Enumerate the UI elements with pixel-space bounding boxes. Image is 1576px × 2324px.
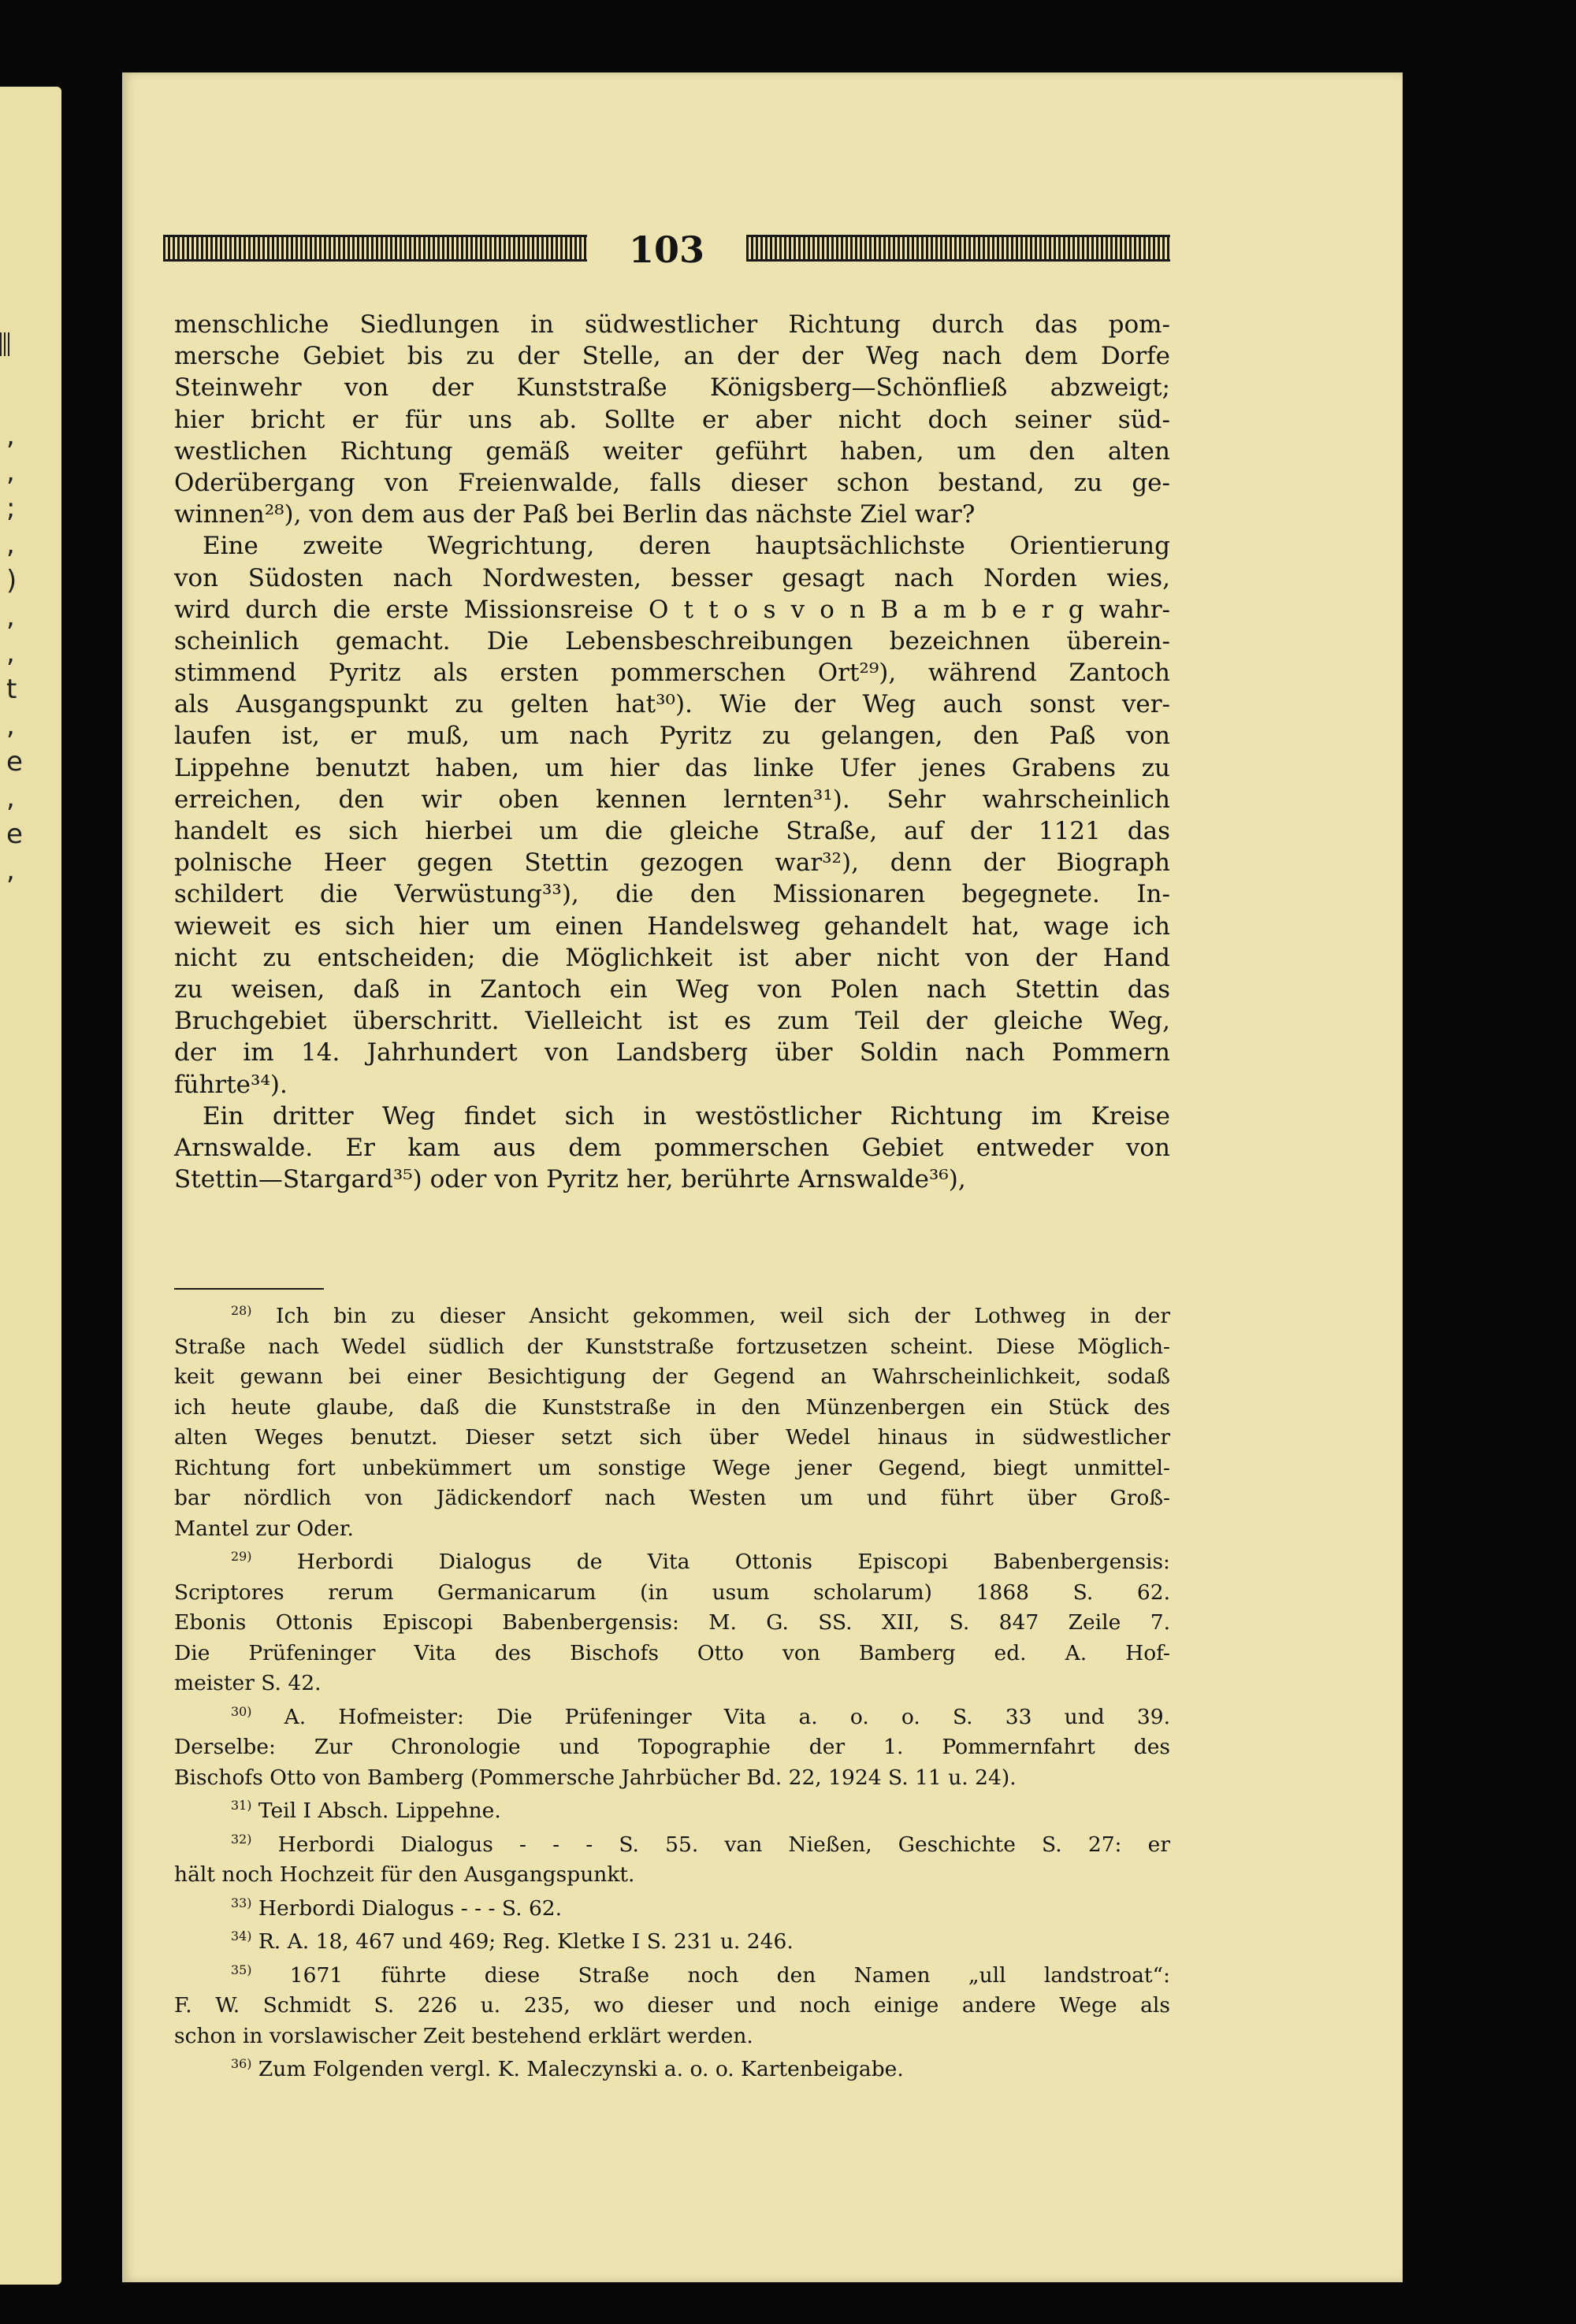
text-line: Ein dritter Weg findet sich in westöstlicher Richtung im Kreise [203, 1101, 1170, 1130]
footnote-line: alten Weges benutzt. Dieser setzt sich über Wedel hinaus in südwestlicher [174, 1425, 1170, 1450]
footnote-text: Herbordi Dialogus de Vita Ottonis Episcopi Babenbergensis: [251, 1550, 1170, 1574]
previous-page-mark: , [6, 637, 15, 669]
footnote-text: A. Hofmeister: Die Prüfeninger Vita a. o. o. S. 33 und 39. [251, 1704, 1170, 1729]
footnote-text: Zum Folgenden vergl. K. Maleczynski a. o. o. Kartenbeigabe. [251, 2057, 904, 2081]
footnote-line: F. W. Schmidt S. 226 u. 235, wo dieser und noch einige andere Wege als [174, 1993, 1170, 2018]
previous-page-mark: t [6, 674, 17, 705]
header-rule-left [163, 235, 587, 262]
previous-page-mark: , [6, 710, 15, 741]
footnote-line [174, 1702, 1170, 1733]
footnote-line [174, 1830, 1170, 1861]
footnote-line [174, 1547, 1170, 1578]
footnote-line [174, 1301, 1170, 1332]
main-text [174, 309, 1170, 1195]
previous-page-mark: , [6, 601, 15, 633]
text-line: laufen ist, er muß, um nach Pyritz zu gelangen, den Paß von [174, 722, 1170, 751]
footnote-line: keit gewann bei einer Besichtigung der Gegend an Wahrscheinlichkeit, sodaß [174, 1364, 1170, 1389]
previous-page-mark: , [6, 855, 15, 886]
text-line: von Südosten nach Nordwesten, besser gesagt nach Norden wies, [174, 563, 1170, 592]
paragraph [174, 1101, 1170, 1196]
text-line: schildert die Verwüstung³³), die den Missionaren begegnete. In- [174, 880, 1170, 909]
text-line: polnische Heer gegen Stettin gezogen war³²), denn der Biograph [174, 848, 1170, 878]
text-line: nicht zu entscheiden; die Möglichkeit ist aber nicht von der Hand [174, 943, 1170, 972]
text-line: handelt es sich hierbei um die gleiche Straße, auf der 1121 das [174, 817, 1170, 845]
text-line: zu weisen, daß in Zantoch ein Weg von Polen nach Stettin das [174, 975, 1170, 1004]
footnote-line [174, 1961, 1170, 1992]
header-rule-right [746, 235, 1170, 262]
text-line: stimmend Pyritz als ersten pommerschen Ort²⁹), während Zantoch [174, 659, 1170, 688]
footnote-number: 35) [231, 1962, 252, 1977]
previous-page-mark: ; [6, 492, 16, 524]
paragraph [174, 530, 1170, 1100]
text-line: wird durch die erste Missionsreise O t t o s v o n B a m b e r g wahr- [174, 595, 1170, 624]
text-line: der im 14. Jahrhundert von Landsberg über Soldin nach Pommern [174, 1038, 1170, 1067]
text-line: scheinlich gemacht. Die Lebensbeschreibungen bezeichnen überein- [174, 626, 1170, 655]
text-line: mersche Gebiet bis zu der Stelle, an der der Weg nach dem Dorfe [174, 342, 1170, 371]
text-line: menschliche Siedlungen in südwestlicher Richtung durch das pom- [174, 310, 1170, 339]
previous-page-mark: , [6, 420, 15, 451]
previous-page-mark: , [6, 782, 15, 814]
text-line: Arnswalde. Er kam aus dem pommerschen Gebiet entweder von [174, 1133, 1170, 1162]
text-line: erreichen, den wir oben kennen lernten³¹). Sehr wahrscheinlich [174, 785, 1170, 814]
text-line: wieweit es sich hier um einen Handelsweg gehandelt hat, wage ich [174, 911, 1170, 941]
text-line: winnen²⁸), von dem aus der Paß bei Berlin das nächste Ziel war? [174, 500, 976, 529]
paragraph [174, 309, 1170, 530]
page-number: 103 [628, 228, 705, 271]
footnote [174, 1961, 1170, 2052]
text-line: hier bricht er für uns ab. Sollte er aber nicht doch seiner süd- [174, 405, 1170, 434]
footnote-line: Richtung fort unbekümmert um sonstige Wege jener Gegend, biegt unmittel- [174, 1455, 1170, 1480]
footnote-text: Ich bin zu dieser Ansicht gekommen, weil sich der Lothweg in der [251, 1304, 1170, 1328]
previous-page-edge [0, 87, 61, 2285]
footnote-text: Teil I Absch. Lippehne. [251, 1799, 501, 1823]
footnotes [174, 1301, 1170, 2088]
footnote-number: 30) [231, 1703, 252, 1719]
footnote-number: 31) [231, 1798, 252, 1814]
footnote-line [174, 1894, 1170, 1925]
footnote-line: ich heute glaube, daß die Kunststraße in den Münzenbergen ein Stück des [174, 1394, 1170, 1420]
previous-page-mark: e [6, 819, 23, 850]
previous-page-mark: , [6, 529, 15, 560]
footnote-line: meister S. 42. [174, 1671, 322, 1695]
text-line: westlichen Richtung gemäß weiter geführt haben, um den alten [174, 436, 1170, 466]
footnote [174, 1830, 1170, 1891]
footnote-line [174, 2055, 1170, 2085]
previous-page-mark: ) [6, 565, 17, 596]
footnote-number: 28) [231, 1303, 252, 1319]
footnote-line: schon in vorslawischer Zeit bestehend erklärt werden. [174, 2023, 753, 2048]
footnote-text: R. A. 18, 467 und 469; Reg. Kletke I S. 231 u. 246. [251, 1929, 794, 1954]
text-line: führte³⁴). [174, 1070, 288, 1099]
footnote-number: 33) [231, 1895, 252, 1910]
book-page [122, 72, 1403, 2282]
text-line: Lippehne benutzt haben, um hier das linke Ufer jenes Grabens zu [174, 753, 1170, 782]
text-line: Stettin—Stargard³⁵) oder von Pyritz her, berührte Arnswalde³⁶), [174, 1165, 966, 1194]
footnote-line: Mantel zur Oder. [174, 1516, 354, 1541]
footnote-number: 36) [231, 2056, 252, 2072]
page-header [163, 228, 1170, 271]
text-line: Bruchgebiet überschritt. Vielleicht ist es zum Teil der gleiche Weg, [174, 1007, 1170, 1036]
footnote-line: Straße nach Wedel südlich der Kunststraße fortzusetzen scheint. Diese Möglich- [174, 1334, 1170, 1359]
footnote-line: Scriptores rerum Germanicarum (in usum scholarum) 1868 S. 62. [174, 1580, 1170, 1605]
footnote-number: 32) [231, 1831, 252, 1847]
footnote-line [174, 1796, 1170, 1827]
text-line: als Ausgangspunkt zu gelten hat³⁰). Wie der Weg auch sonst ver- [174, 690, 1170, 719]
footnote [174, 1894, 1170, 1925]
previous-page-mark: , [6, 456, 15, 488]
text-line: Eine zweite Wegrichtung, deren hauptsächlichste Orientierung [203, 532, 1170, 561]
footnote-line: Ebonis Ottonis Episcopi Babenbergensis: M. G. SS. XII, S. 847 Zeile 7. [174, 1610, 1170, 1635]
footnote-text: Herbordi Dialogus - - - S. 55. van Nießen, Geschichte S. 27: er [251, 1832, 1170, 1857]
footnote-line [174, 1927, 1170, 1958]
previous-page-header-rule [0, 332, 11, 356]
footnote [174, 1927, 1170, 1958]
previous-page-text-fragments [6, 418, 30, 1048]
footnote-text: 1671 führte diese Straße noch den Namen „ull landstroat“: [251, 1962, 1170, 1988]
footnote-text: Herbordi Dialogus - - - S. 62. [251, 1895, 563, 1921]
footnote-line: Bischofs Otto von Bamberg (Pommersche Jahrbücher Bd. 22, 1924 S. 11 u. 24). [174, 1765, 1017, 1790]
footnote [174, 1702, 1170, 1794]
footnote-line: hält noch Hochzeit für den Ausgangspunkt. [174, 1862, 635, 1887]
footnote-number: 34) [231, 1929, 252, 1944]
footnote [174, 1547, 1170, 1699]
footnote [174, 1796, 1170, 1827]
footnote-line: bar nördlich von Jädickendorf nach Westen um und führt über Groß- [174, 1486, 1170, 1510]
text-line: Oderübergang von Freienwalde, falls dieser schon bestand, zu ge- [174, 468, 1170, 497]
footnote-number: 29) [231, 1549, 252, 1565]
footnote [174, 2055, 1170, 2085]
text-line: Steinwehr von der Kunststraße Königsberg—Schönfließ abzweigt; [174, 373, 1170, 403]
footnote-line: Die Prüfeninger Vita des Bischofs Otto von Bamberg ed. A. Hof- [174, 1640, 1170, 1665]
footnote-separator [174, 1288, 324, 1290]
previous-page-mark: e [6, 746, 23, 778]
footnote-line: Derselbe: Zur Chronologie und Topographie der 1. Pommernfahrt des [174, 1735, 1170, 1759]
footnote [174, 1301, 1170, 1544]
